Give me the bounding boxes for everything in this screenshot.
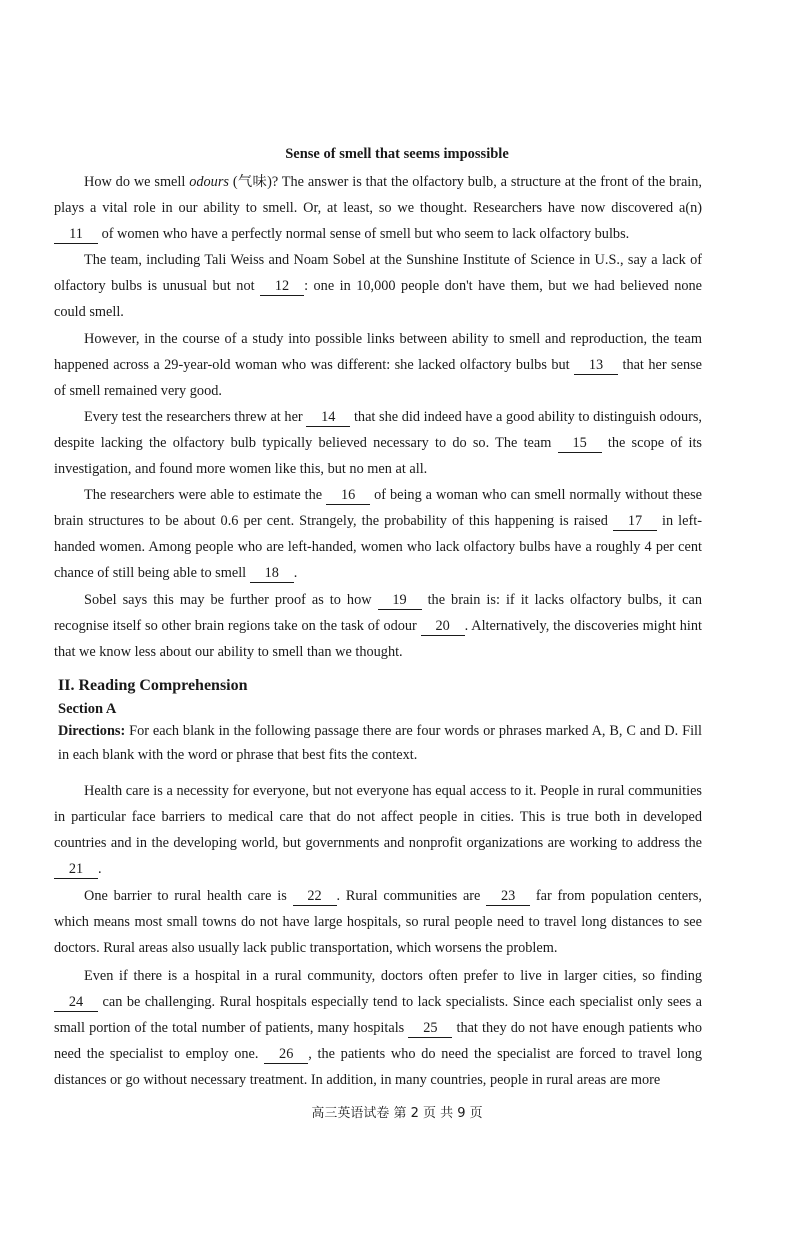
paragraph-6 — [54, 587, 702, 665]
paragraph-9 — [54, 963, 702, 1093]
text: The team, including Tali Weiss and Noam Sobel at the Sunshine Institute of Science in U.S., say a lack of olfactory bulbs is unusual but not — [54, 252, 702, 294]
text: that her sense of smell remained very good. — [54, 357, 703, 399]
text: : one in 10,000 people don't have them, but we had believed none could smell. — [54, 278, 702, 320]
text: One barrier to rural health care is — [84, 888, 293, 904]
text: Even if there is a hospital in a rural community, doctors often prefer to live in larger cities, so finding — [84, 968, 702, 984]
paragraph-1 — [54, 169, 702, 247]
blank-22[interactable]: 22 — [293, 887, 337, 906]
text: However, in the course of a study into possible links between ability to smell and reproduction, the team happened across a 29-year-old woman who was different: she lacked olfactory bulbs but — [54, 331, 702, 373]
text: of women who have a perfectly normal sense of smell but who seem to lack olfactory bulbs. — [98, 226, 630, 242]
text: . — [293, 565, 298, 581]
blank-15[interactable]: 15 — [558, 434, 602, 453]
text: Sobel says this may be further proof as to how — [84, 592, 378, 608]
text: of being a woman who can smell normally without these brain structures to be about 0.6 per cent. Strangely, the probability of this happening is raised — [54, 487, 702, 529]
blank-26[interactable]: 26 — [264, 1045, 308, 1064]
page-footer: 高三英语试卷 第 2 页 共 9 页 — [311, 1106, 483, 1121]
section-heading: II. Reading Comprehension — [58, 677, 248, 694]
blank-13[interactable]: 13 — [574, 356, 618, 375]
text: Health care is a necessity for everyone, but not everyone has equal access to it. People in rural communities in particular face barriers to medical care that do not affect people in cities. This is true both in developed countries and in the developing world, but governments and nonprofit organizations are working to address the — [54, 783, 702, 851]
blank-17[interactable]: 17 — [613, 512, 657, 531]
text: . Rural communities are — [336, 888, 487, 904]
blank-14[interactable]: 14 — [306, 408, 350, 427]
section-subheading: Section A — [58, 701, 117, 717]
blank-16[interactable]: 16 — [326, 486, 370, 505]
paragraph-5 — [54, 482, 702, 586]
blank-18[interactable]: 18 — [250, 564, 294, 583]
directions — [58, 719, 702, 767]
text: the scope of its investigation, and found more women like this, but no men at all. — [54, 435, 702, 477]
text: The researchers were able to estimate the — [84, 487, 327, 503]
blank-12[interactable]: 12 — [260, 277, 304, 296]
text: How do we smell — [84, 174, 190, 190]
blank-11[interactable]: 11 — [54, 225, 98, 244]
blank-24[interactable]: 24 — [54, 993, 98, 1012]
paragraph-8 — [54, 883, 702, 961]
text: , the patients who do need the specialist are forced to travel long distances or go without necessary treatment. In addition, in many countries, people in rural areas are more — [54, 1046, 702, 1088]
text: the brain is: if it lacks olfactory bulbs, it can recognise itself so other brain regions take on the task of odour — [54, 592, 702, 634]
text: . Alternatively, the discoveries might hint that we know less about our ability to smell than we thought. — [54, 618, 702, 660]
text: . — [98, 861, 102, 877]
directions-label: Directions: — [58, 723, 126, 739]
text: can be challenging. Rural hospitals especially tend to lack specialists. Since each specialist only sees a small portion of the total number of patients, many hospitals — [54, 994, 702, 1036]
blank-20[interactable]: 20 — [421, 617, 465, 636]
text: that they do not have enough patients who need the specialist to employ one. — [54, 1020, 702, 1062]
blank-23[interactable]: 23 — [486, 887, 530, 906]
text: far from population centers, which means most small towns do not have large hospitals, so rural people need to travel long distances to see doctors. Rural areas also usually lack public transportation, which worsens the problem. — [54, 888, 703, 956]
blank-21[interactable]: 21 — [54, 860, 98, 879]
paragraph-7 — [54, 778, 702, 882]
blank-19[interactable]: 19 — [378, 591, 422, 610]
passage-title: Sense of smell that seems impossible — [285, 146, 509, 162]
directions-text: For each blank in the following passage there are four words or phrases marked A, B, C and D. Fill in each blank with the word or phrase that best fits the context. — [58, 723, 702, 763]
italic-word: odours — [189, 174, 229, 190]
paragraph-2 — [54, 247, 702, 325]
blank-25[interactable]: 25 — [408, 1019, 452, 1038]
text: (气味)? The answer is that the olfactory bulb, a structure at the front of the brain, plays a vital role in our ability to smell. Or, at least, so we thought. Researchers have now discovered a(n) — [54, 174, 703, 216]
paragraph-3 — [54, 326, 702, 404]
text: that she did indeed have a good ability to distinguish odours, despite lacking the olfactory bulb typically believed necessary to do so. The team — [54, 409, 702, 451]
paragraph-4 — [54, 404, 702, 482]
text: Every test the researchers threw at her — [84, 409, 307, 425]
text: in left-handed women. Among people who are left-handed, women who lack olfactory bulbs have a roughly 4 per cent chance of still being able to smell — [54, 513, 702, 581]
